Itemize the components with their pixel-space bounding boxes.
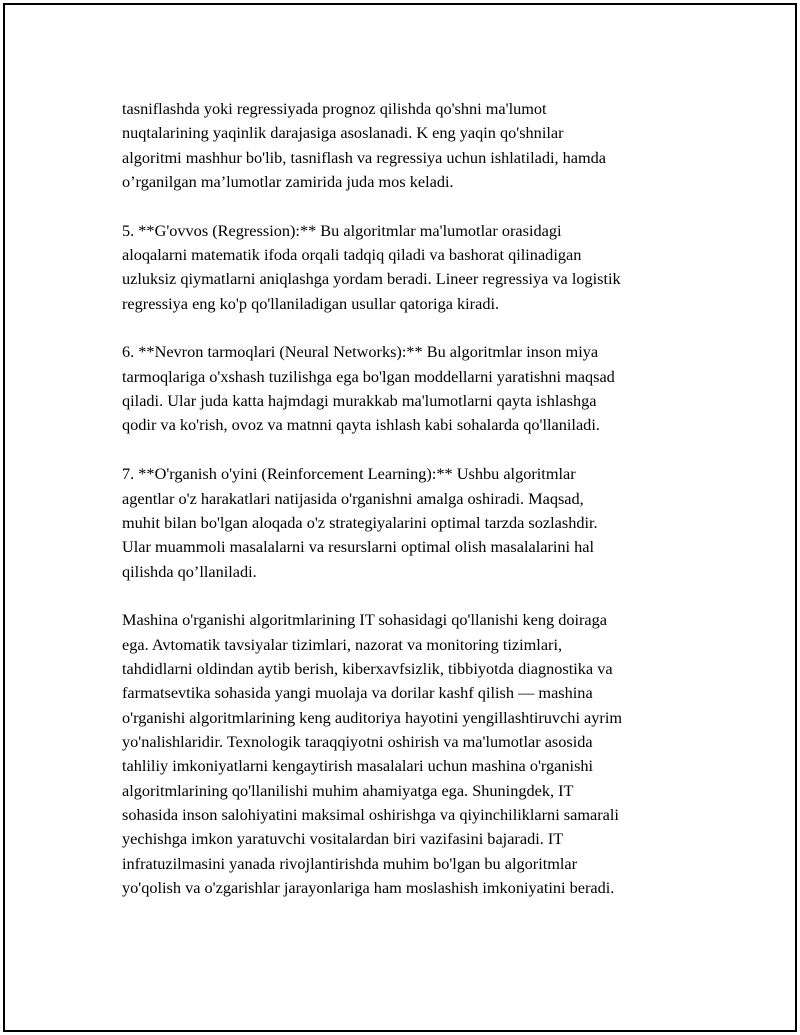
text-line: 5. **G'ovvos (Regression):** Bu algoritmlar ma'lumotlar orasidagi: [122, 220, 562, 240]
paragraph: [122, 340, 692, 437]
text-line: qilishda qo’llaniladi.: [122, 561, 257, 581]
text-line: o'rganishi algoritmlarining keng auditoriya hayotini yengillashtiruvchi ayrim: [122, 707, 623, 727]
text-line: yechishga imkon yaratuvchi vositalardan biri vazifasini bajaradi. IT: [122, 829, 564, 849]
text-line: yo'qolish va o'zgarishlar jarayonlariga ham moslashish imkoniyatini beradi.: [122, 878, 615, 897]
text-line: tasniflashda yoki regressiyada prognoz qilishda qo'shni ma'lumot: [122, 99, 547, 118]
text-line: 7. **O'rganish o'yini (Reinforcement Learning):** Ushbu algoritmlar: [122, 464, 576, 484]
text-line: ega. Avtomatik tavsiyalar tizimlari, nazorat va monitoring tizimlari,: [122, 634, 563, 654]
text-line: tarmoqlariga o'xshash tuzilishga ega bo'lgan moddellarni yaratishni maqsad: [122, 366, 615, 386]
paragraph: [122, 97, 692, 194]
text-line: qodir va ko'rish, ovoz va matnni qayta ishlash kabi sohalarda qo'llaniladi.: [122, 415, 600, 435]
text-line: o’rganilgan ma’lumotlar zamirida juda mos keladi.: [122, 172, 454, 192]
text-line: regressiya eng ko'p qo'llaniladigan usullar qatoriga kiradi.: [122, 293, 500, 313]
paragraph: [122, 219, 692, 316]
text-line: farmatsevtika sohasida yangi muolaja va dorilar kashf qilish — mashina: [122, 683, 593, 703]
page-frame: [3, 3, 797, 1032]
paragraph: [122, 462, 692, 584]
text-line: aloqalarni matematik ifoda orqali tadqiq qiladi va bashorat qilinadigan: [122, 245, 582, 265]
text-line: infratuzilmasini yanada rivojlantirishda muhim bo'lgan bu algoritmlar: [122, 853, 578, 873]
text-line: yo'nalishlaridir. Texnologik taraqqiyotni oshirish va ma'lumotlar asosida: [122, 731, 593, 751]
text-line: uzluksiz qiymatlarni aniqlashga yordam beradi. Lineer regressiya va logistik: [122, 269, 621, 289]
text-line: muhit bilan bo'lgan aloqada o'z strategiyalarini optimal tarzda sozlashdir.: [122, 512, 598, 532]
text-line: tahdidlarni oldindan aytib berish, kiberxavfsizlik, tibbiyotda diagnostika va: [122, 658, 613, 678]
text-line: algoritmlarining qo'llanilishi muhim ahamiyatga ega. Shuningdek, IT: [122, 780, 574, 800]
text-line: 6. **Nevron tarmoqlari (Neural Networks):** Bu algoritmlar inson miya: [122, 342, 599, 362]
text-line: sohasida inson salohiyatini maksimal oshirishga va qiyinchiliklarni samarali: [122, 804, 619, 824]
text-line: algoritmi mashhur bo'lib, tasniflash va regressiya uchun ishlatiladi, hamda: [122, 147, 607, 167]
text-line: agentlar o'z harakatlari natijasida o'rganishni amalga oshiradi. Maqsad,: [122, 488, 584, 508]
text-line: tahliliy imkoniyatlarni kengaytirish masalalari uchun mashina o'rganishi: [122, 756, 594, 776]
document-body: [122, 97, 692, 925]
text-line: qiladi. Ular juda katta hajmdagi murakkab ma'lumotlarni qayta ishlashga: [122, 391, 597, 411]
text-line: Mashina o'rganishi algoritmlarining IT sohasidagi qo'llanishi keng doiraga: [122, 610, 608, 630]
text-line: nuqtalarining yaqinlik darajasiga asoslanadi. K eng yaqin qo'shnilar: [122, 123, 564, 143]
text-line: Ular muammoli masalalarni va resurslarni optimal olish masalalarini hal: [122, 537, 595, 557]
paragraph: [122, 608, 692, 900]
